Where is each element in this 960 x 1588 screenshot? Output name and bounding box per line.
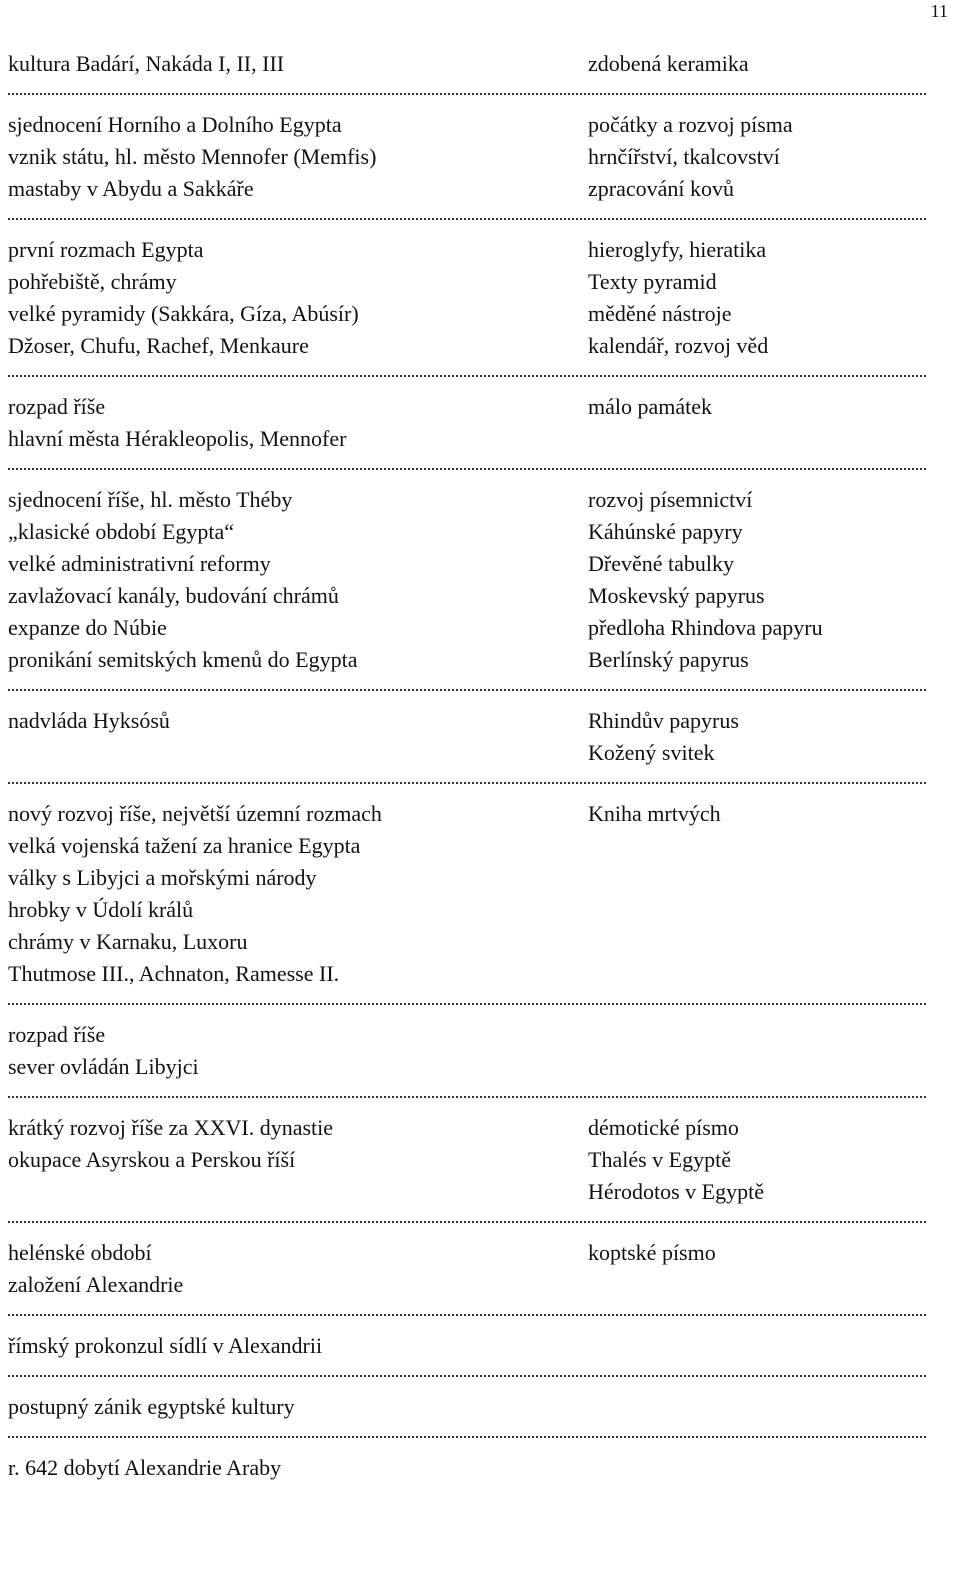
dotted-separator <box>8 375 926 377</box>
achievement-line: předloha Rhindova papyru <box>588 615 823 640</box>
cultural-achievements <box>588 1237 926 1269</box>
dotted-separator <box>8 1314 926 1316</box>
period-line: založení Alexandrie <box>8 1272 184 1297</box>
timeline-row <box>8 109 926 205</box>
period-line: kultura Badárí, Nakáda I, II, III <box>8 51 285 76</box>
period-line: mastaby v Abydu a Sakkáře <box>8 176 254 201</box>
dotted-separator <box>8 1436 926 1438</box>
achievement-line: Berlínský papyrus <box>588 647 749 672</box>
period-line: chrámy v Karnaku, Luxoru <box>8 929 248 954</box>
period-description <box>8 1330 588 1362</box>
dotted-separator <box>8 689 926 691</box>
period-line: rozpad říše <box>8 394 106 419</box>
period-line: „klasické období Egypta“ <box>8 519 235 544</box>
period-description <box>8 234 588 362</box>
achievement-line: zpracování kovů <box>588 176 734 201</box>
timeline-row <box>8 1112 926 1208</box>
dotted-separator <box>8 468 926 470</box>
timeline-table <box>8 48 926 1484</box>
period-line: okupace Asyrskou a Perskou říší <box>8 1147 296 1172</box>
period-line: zavlažovací kanály, budování chrámů <box>8 583 339 608</box>
dotted-separator <box>8 1221 926 1223</box>
period-line: helénské období <box>8 1240 152 1265</box>
period-line: vznik státu, hl. město Mennofer (Memfis) <box>8 144 377 169</box>
timeline-row <box>8 798 926 990</box>
achievement-line: hieroglyfy, hieratika <box>588 237 767 262</box>
period-line: velké pyramidy (Sakkára, Gíza, Abúsír) <box>8 301 359 326</box>
period-line: sever ovládán Libyjci <box>8 1054 199 1079</box>
timeline-row <box>8 705 926 769</box>
timeline-row <box>8 234 926 362</box>
achievement-line: počátky a rozvoj písma <box>588 112 793 137</box>
achievement-line: kalendář, rozvoj věd <box>588 333 769 358</box>
period-description <box>8 109 588 205</box>
timeline-row <box>8 1019 926 1083</box>
period-line: r. 642 dobytí Alexandrie Araby <box>8 1455 282 1480</box>
achievement-line: měděné nástroje <box>588 301 732 326</box>
achievement-line: Dřevěné tabulky <box>588 551 734 576</box>
dotted-separator <box>8 93 926 95</box>
period-line: expanze do Núbie <box>8 615 167 640</box>
period-description <box>8 705 588 737</box>
timeline-row <box>8 484 926 676</box>
period-line: velké administrativní reformy <box>8 551 271 576</box>
timeline-row <box>8 391 926 455</box>
cultural-achievements <box>588 798 926 830</box>
dotted-separator <box>8 218 926 220</box>
cultural-achievements <box>588 109 926 205</box>
achievement-line: Moskevský papyrus <box>588 583 765 608</box>
achievement-line: Kožený svitek <box>588 740 715 765</box>
dotted-separator <box>8 1003 926 1005</box>
achievement-line: Thalés v Egyptě <box>588 1147 731 1172</box>
achievement-line: rozvoj písemnictví <box>588 487 753 512</box>
timeline-row <box>8 1237 926 1301</box>
cultural-achievements <box>588 705 926 769</box>
timeline-row <box>8 1391 926 1423</box>
period-line: velká vojenská tažení za hranice Egypta <box>8 833 361 858</box>
achievement-line: Kniha mrtvých <box>588 801 721 826</box>
cultural-achievements <box>588 391 926 423</box>
achievement-line: málo památek <box>588 394 713 419</box>
period-line: pronikání semitských kmenů do Egypta <box>8 647 358 672</box>
period-line: války s Libyjci a mořskými národy <box>8 865 317 890</box>
period-line: sjednocení Horního a Dolního Egypta <box>8 112 342 137</box>
period-line: Džoser, Chufu, Rachef, Menkaure <box>8 333 309 358</box>
cultural-achievements <box>588 484 926 676</box>
achievement-line: Hérodotos v Egyptě <box>588 1179 764 1204</box>
achievement-line: démotické písmo <box>588 1115 739 1140</box>
period-line: nadvláda Hyksósů <box>8 708 170 733</box>
achievement-line: koptské písmo <box>588 1240 716 1265</box>
page-number: 11 <box>930 1 948 21</box>
period-line: hrobky v Údolí králů <box>8 897 194 922</box>
period-line: rozpad říše <box>8 1022 106 1047</box>
timeline-row <box>8 48 926 80</box>
period-description <box>8 1391 588 1423</box>
period-description <box>8 798 588 990</box>
period-line: sjednocení říše, hl. město Théby <box>8 487 293 512</box>
period-line: Thutmose III., Achnaton, Ramesse II. <box>8 961 340 986</box>
cultural-achievements <box>588 48 926 80</box>
period-line: pohřebiště, chrámy <box>8 269 177 294</box>
timeline-row <box>8 1452 926 1484</box>
achievement-line: zdobená keramika <box>588 51 749 76</box>
achievement-line: Rhindův papyrus <box>588 708 739 733</box>
achievement-line: Texty pyramid <box>588 269 717 294</box>
period-description <box>8 1112 588 1176</box>
cultural-achievements <box>588 234 926 362</box>
period-description <box>8 1019 588 1083</box>
period-description <box>8 484 588 676</box>
period-line: hlavní města Hérakleopolis, Mennofer <box>8 426 347 451</box>
period-description <box>8 391 588 455</box>
period-line: římský prokonzul sídlí v Alexandrii <box>8 1333 323 1358</box>
period-line: první rozmach Egypta <box>8 237 204 262</box>
achievement-line: Káhúnské papyry <box>588 519 743 544</box>
period-description <box>8 1452 588 1484</box>
period-description <box>8 48 588 80</box>
period-line: krátký rozvoj říše za XXVI. dynastie <box>8 1115 334 1140</box>
dotted-separator <box>8 782 926 784</box>
period-line: postupný zánik egyptské kultury <box>8 1394 295 1419</box>
cultural-achievements <box>588 1112 926 1208</box>
dotted-separator <box>8 1096 926 1098</box>
period-description <box>8 1237 588 1301</box>
achievement-line: hrnčířství, tkalcovství <box>588 144 780 169</box>
timeline-row <box>8 1330 926 1362</box>
dotted-separator <box>8 1375 926 1377</box>
period-line: nový rozvoj říše, největší územní rozmach <box>8 801 382 826</box>
